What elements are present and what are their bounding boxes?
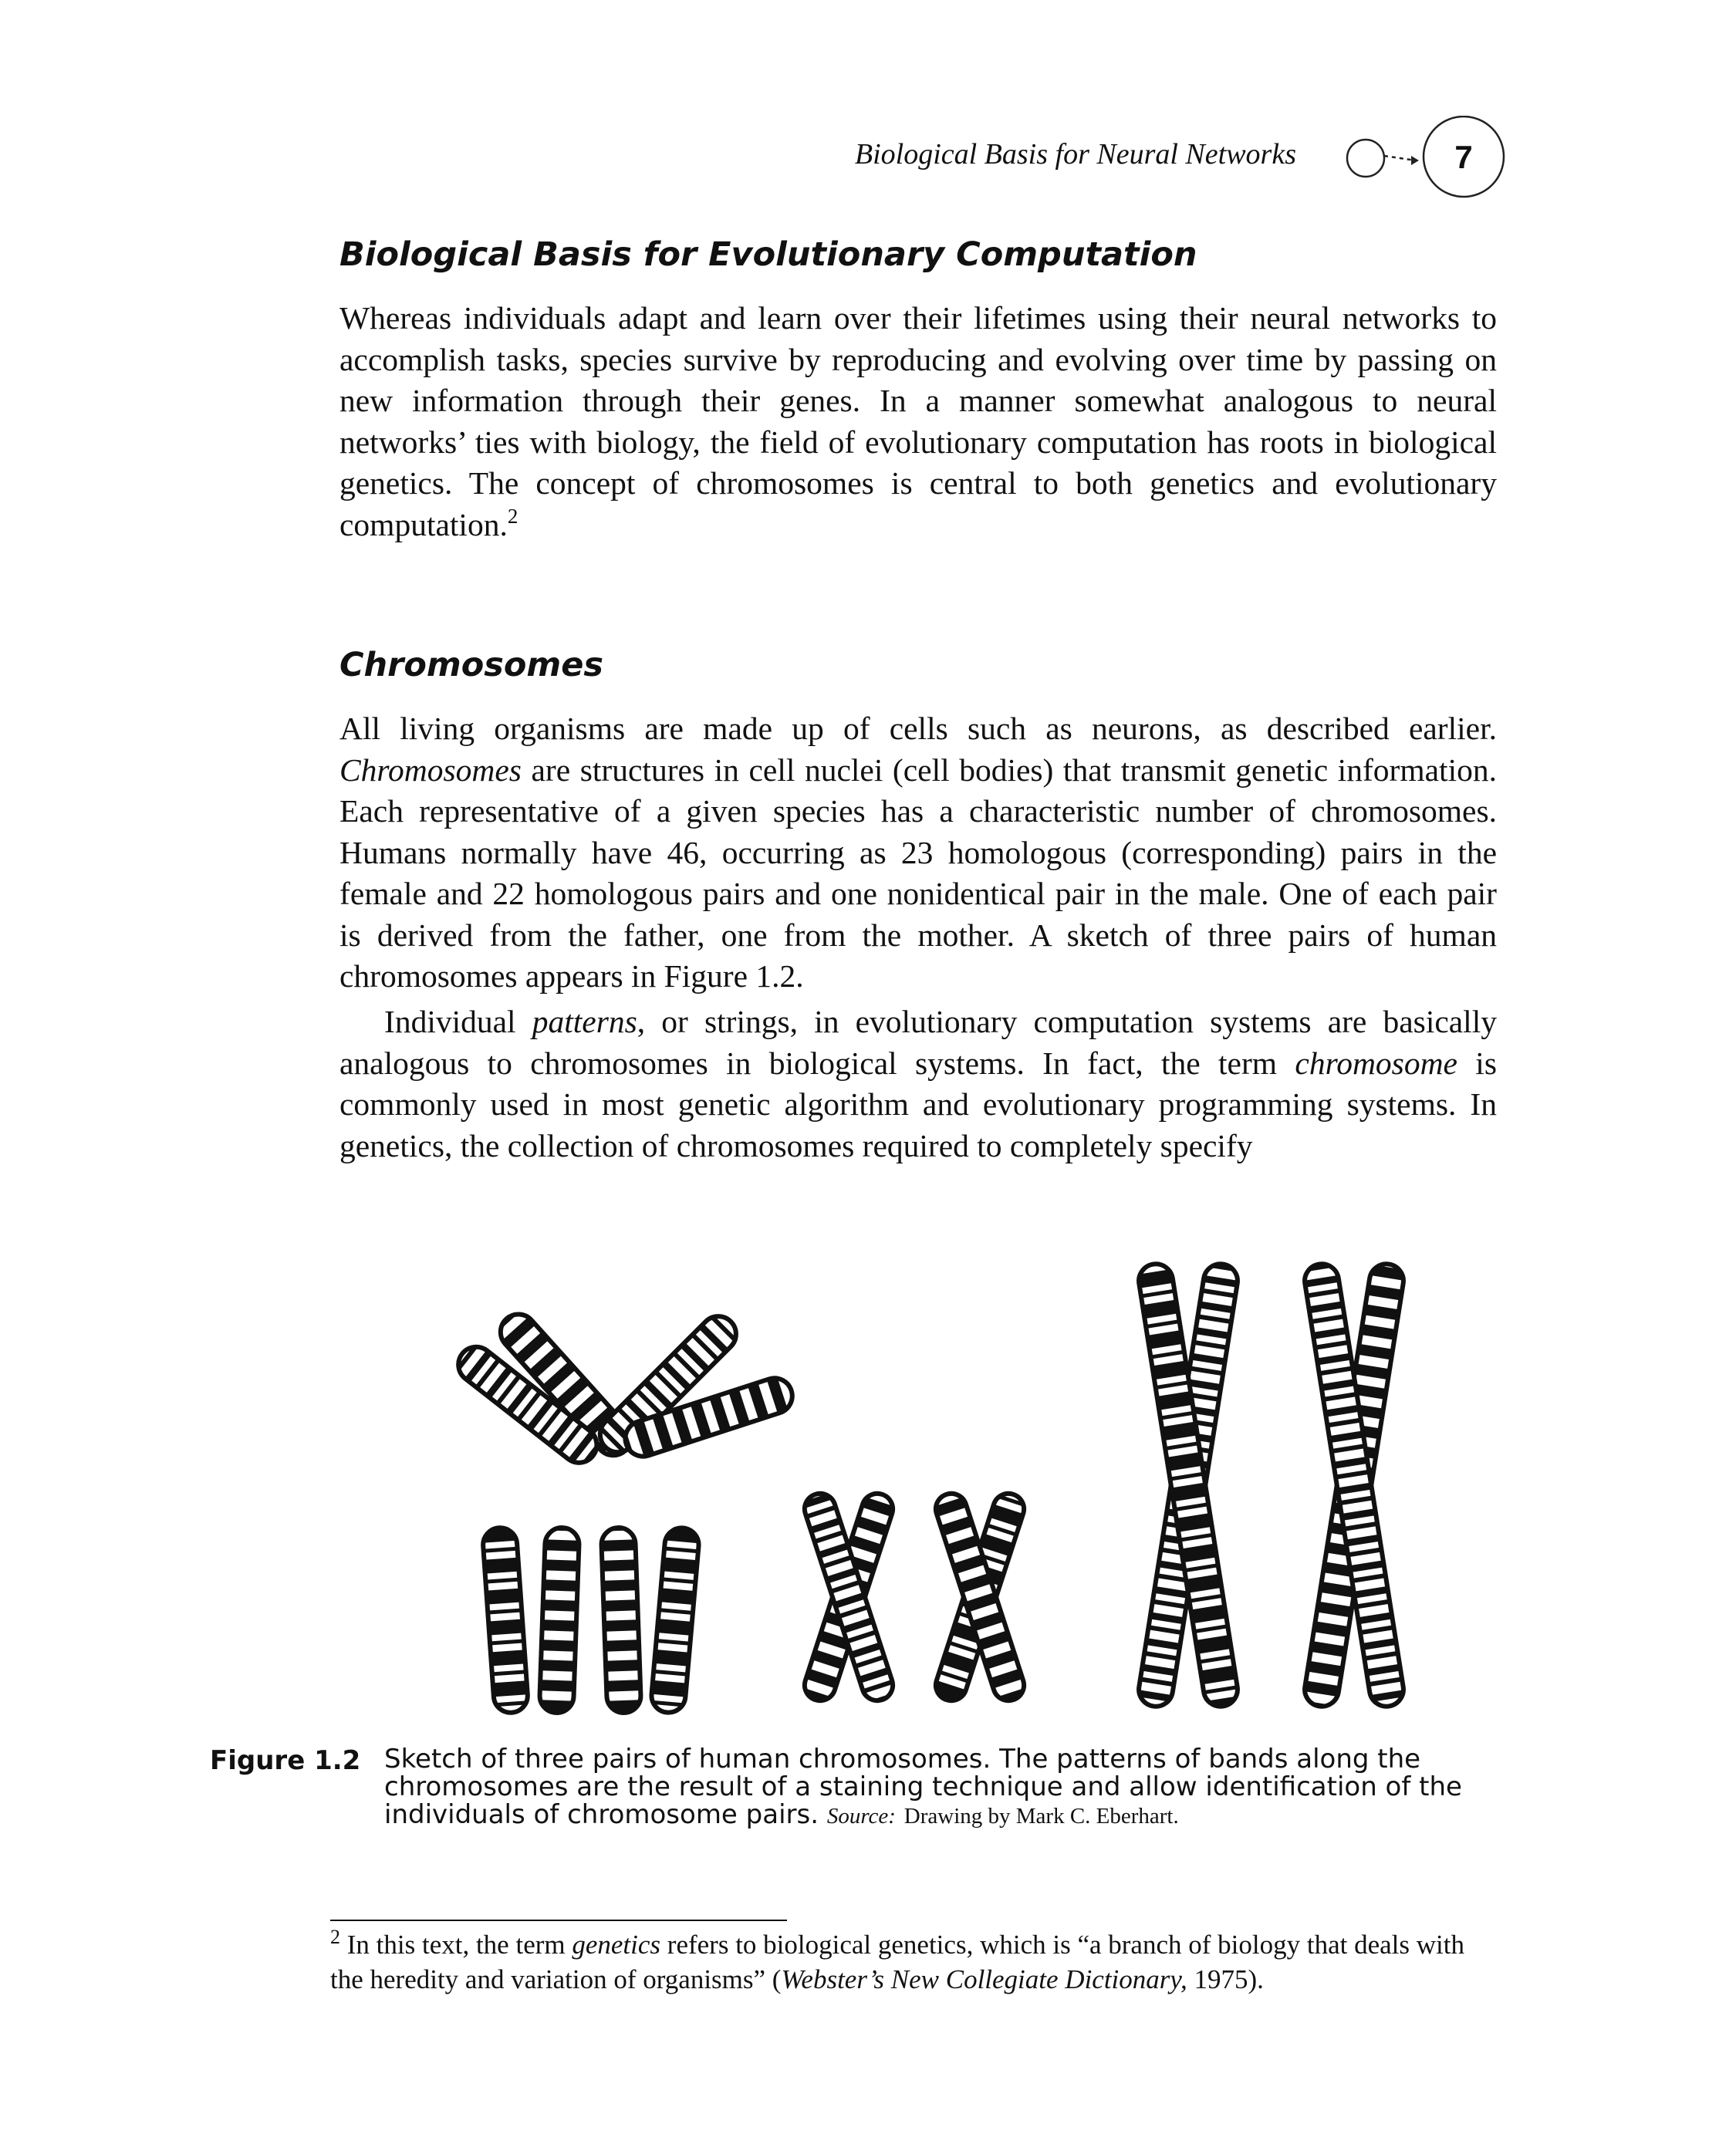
chromatid: [539, 1527, 579, 1713]
badge-open-circle-icon: [1347, 140, 1384, 177]
chromosome-pair-1: [451, 1307, 797, 1714]
chromosome-3b: [1302, 1261, 1406, 1709]
text-run: is commonly used in most genetic algorithm and evolutionary programming systems. In genetics, the collection of chromosomes required to completely specify: [339, 1045, 1497, 1163]
paragraph-text: Whereas individuals adapt and learn over their lifetimes using their neural networks to accomplish tasks, species survive by reproducing and evolving over time by passing on new information through their genes. In a manner somewhat analogous to neural networks’ ties with biology, the field of evolutionary computation has roots in biological genetics. The concept of chromosomes is central to both genetics and evolutionary computation.: [339, 300, 1497, 542]
chromatid: [650, 1527, 701, 1714]
figure-caption: [384, 1745, 1511, 1830]
footnote-marker: 2: [330, 1926, 340, 1948]
footnote-divider: [330, 1920, 787, 1921]
text-run: Individual: [384, 1004, 532, 1039]
term-chromosome: chromosome: [1295, 1045, 1457, 1081]
text-run: In this text, the term: [346, 1930, 572, 1960]
term-genetics: genetics: [572, 1930, 661, 1960]
source-label: Source:: [826, 1804, 896, 1829]
source-text: Drawing by Mark C. Eberhart.: [903, 1804, 1179, 1829]
text-run: All living organisms are made up of cells such as neurons, as described earlier.: [339, 711, 1497, 746]
text-run: refers to biological genetics, which is “a branch of biology that deals with the heredity and variation of organisms” (: [330, 1930, 1464, 1994]
term-patterns: patterns: [532, 1004, 637, 1039]
chromosome-pair-2: [801, 1490, 1028, 1705]
section-heading-chromosomes: Chromosomes: [339, 646, 603, 684]
term-chromosomes: Chromosomes: [339, 751, 522, 788]
citation: Webster’s New Collegiate Dictionary,: [781, 1964, 1187, 1994]
chromosome-pair-3: [1137, 1261, 1406, 1709]
chromatid: [482, 1527, 529, 1714]
chromosome-1b: [593, 1309, 796, 1714]
paragraph-chromosomes-intro: [339, 708, 1497, 998]
section-heading-evolutionary-computation: Biological Basis for Evolutionary Computation: [339, 235, 1197, 274]
badge-arrow-icon: [1384, 156, 1416, 160]
paragraph-evolutionary-computation: [339, 298, 1497, 545]
text-run: 1975).: [1187, 1964, 1264, 1994]
footnote: [330, 1927, 1497, 1997]
chromosome-figure: [370, 1258, 1497, 1728]
paragraph-patterns: [339, 1001, 1497, 1167]
page-number: 7: [1454, 139, 1473, 175]
chromosome-3a: [1137, 1261, 1240, 1709]
text-run: , or strings, in evolutionary computation systems are basically analogous to chromosomes in biological systems. In fact, the term: [339, 1004, 1497, 1081]
text-run: are structures in cell nuclei (cell bodies) that transmit genetic information. Each representative of a given species has a characteristic number of chromosomes. Humans normally have 46, occurring as 23 homologous (corresponding) pairs in the female and 22 homologous pairs and one nonidentical pair in the male. One of each pair is derived from the father, one from the mother. A sketch of three pairs of human chromosomes appears in Figure 1.2.: [339, 751, 1497, 994]
chromosome-2b: [932, 1490, 1028, 1705]
figure-label: Figure 1.2: [210, 1745, 361, 1776]
footnote-reference: 2: [507, 504, 518, 528]
running-head: Biological Basis for Neural Networks: [854, 138, 1296, 171]
chromatid: [601, 1527, 641, 1713]
caption-text: Sketch of three pairs of human chromosomes. The patterns of bands along the chromosomes are the result of a staining technique and allow identification of the individuals of chromosome pairs.: [384, 1744, 1462, 1830]
page-number-badge: [1331, 116, 1524, 201]
chromosome-2a: [801, 1490, 897, 1705]
